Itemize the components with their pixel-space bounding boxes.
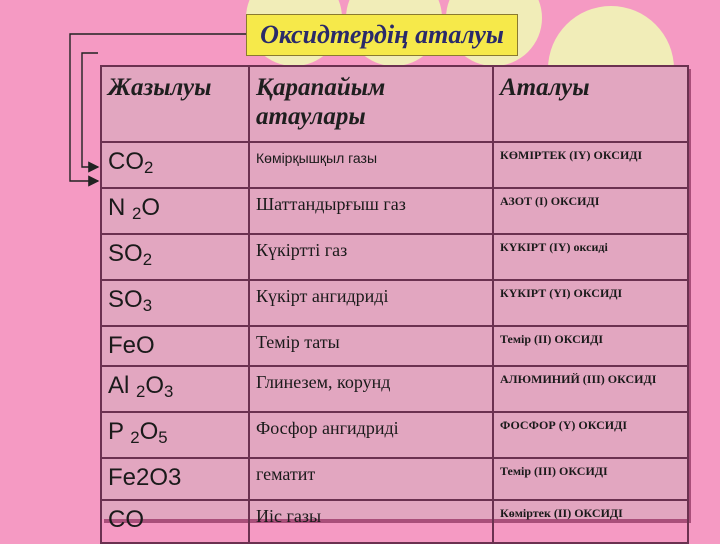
formula-cell bbox=[101, 280, 249, 326]
formula-part: N bbox=[108, 194, 132, 221]
formula-cell bbox=[101, 366, 249, 412]
formula-part: P bbox=[108, 418, 131, 445]
table-row bbox=[101, 280, 688, 326]
table-row bbox=[101, 326, 688, 366]
table-row bbox=[101, 458, 688, 500]
formula-part: 2 bbox=[142, 250, 153, 269]
common-name-cell: Глинезем, корунд bbox=[249, 366, 493, 412]
table-row bbox=[101, 142, 688, 188]
common-name-cell: гематит bbox=[249, 458, 493, 500]
formula-part: 2 bbox=[136, 382, 146, 401]
systematic-name-cell: КҮКІРТ (ҮІ) ОКСИДІ bbox=[493, 280, 688, 326]
table-row bbox=[101, 188, 688, 234]
formula-cell bbox=[101, 142, 249, 188]
formula-part: CO bbox=[108, 506, 144, 533]
table-header-row bbox=[101, 66, 688, 142]
table-row bbox=[101, 366, 688, 412]
formula-cell bbox=[101, 500, 249, 543]
formula-part: 5 bbox=[158, 428, 168, 447]
common-name-cell: Күкірт ангидриді bbox=[249, 280, 493, 326]
systematic-name-cell: КҮКІРТ (ІҮ) оксиді bbox=[493, 234, 688, 280]
header-systematic-name: Аталуы bbox=[493, 66, 688, 142]
slide-title: Оксидтердің аталуы bbox=[246, 14, 518, 56]
table-row bbox=[101, 500, 688, 543]
systematic-name-cell: АЗОТ (І) ОКСИДІ bbox=[493, 188, 688, 234]
table-row bbox=[101, 234, 688, 280]
common-name-cell: Күкіртті газ bbox=[249, 234, 493, 280]
formula-part: CO bbox=[108, 148, 144, 175]
arrow-line-inner bbox=[82, 53, 98, 167]
systematic-name-cell: ФОСФОР (Ү) ОКСИДІ bbox=[493, 412, 688, 458]
formula-part: SO bbox=[108, 240, 143, 267]
formula-part: O bbox=[139, 418, 159, 445]
systematic-name-cell: АЛЮМИНИЙ (ІІІ) ОКСИДІ bbox=[493, 366, 688, 412]
formula-part: Al bbox=[108, 372, 137, 399]
systematic-name-cell: Көміртек (ІІ) ОКСИДІ bbox=[493, 500, 688, 543]
oxides-table bbox=[100, 65, 687, 533]
header-common-name: Қарапайым атаулары bbox=[249, 66, 493, 142]
formula-part: 3 bbox=[164, 382, 174, 401]
formula-part: 3 bbox=[142, 296, 153, 315]
formula-cell bbox=[101, 458, 249, 500]
formula-part: 2 bbox=[144, 158, 154, 177]
formula-cell bbox=[101, 234, 249, 280]
common-name-cell: Фосфор ангидриді bbox=[249, 412, 493, 458]
common-name-cell: Темір таты bbox=[249, 326, 493, 366]
systematic-name-cell: Темір (ІІІ) ОКСИДІ bbox=[493, 458, 688, 500]
common-name-cell: Шаттандырғыш газ bbox=[249, 188, 493, 234]
common-name-cell: Иіс газы bbox=[249, 500, 493, 543]
formula-part: SO bbox=[108, 286, 143, 313]
formula-cell bbox=[101, 326, 249, 366]
common-name-cell: Көмірқышқыл газы bbox=[249, 142, 493, 188]
formula-part: 2 bbox=[130, 428, 140, 447]
formula-part: FeO bbox=[108, 332, 155, 359]
table-row bbox=[101, 412, 688, 458]
systematic-name-cell: КӨМІРТЕК (ІҮ) ОКСИДІ bbox=[493, 142, 688, 188]
systematic-name-cell: Темір (ІІ) ОКСИДІ bbox=[493, 326, 688, 366]
formula-part: O bbox=[141, 194, 161, 221]
formula-cell bbox=[101, 412, 249, 458]
formula-part: Fe2O3 bbox=[108, 464, 182, 491]
formula-part: O bbox=[145, 372, 165, 399]
header-formula: Жазылуы bbox=[101, 66, 249, 142]
formula-cell bbox=[101, 188, 249, 234]
formula-part: 2 bbox=[132, 204, 142, 223]
